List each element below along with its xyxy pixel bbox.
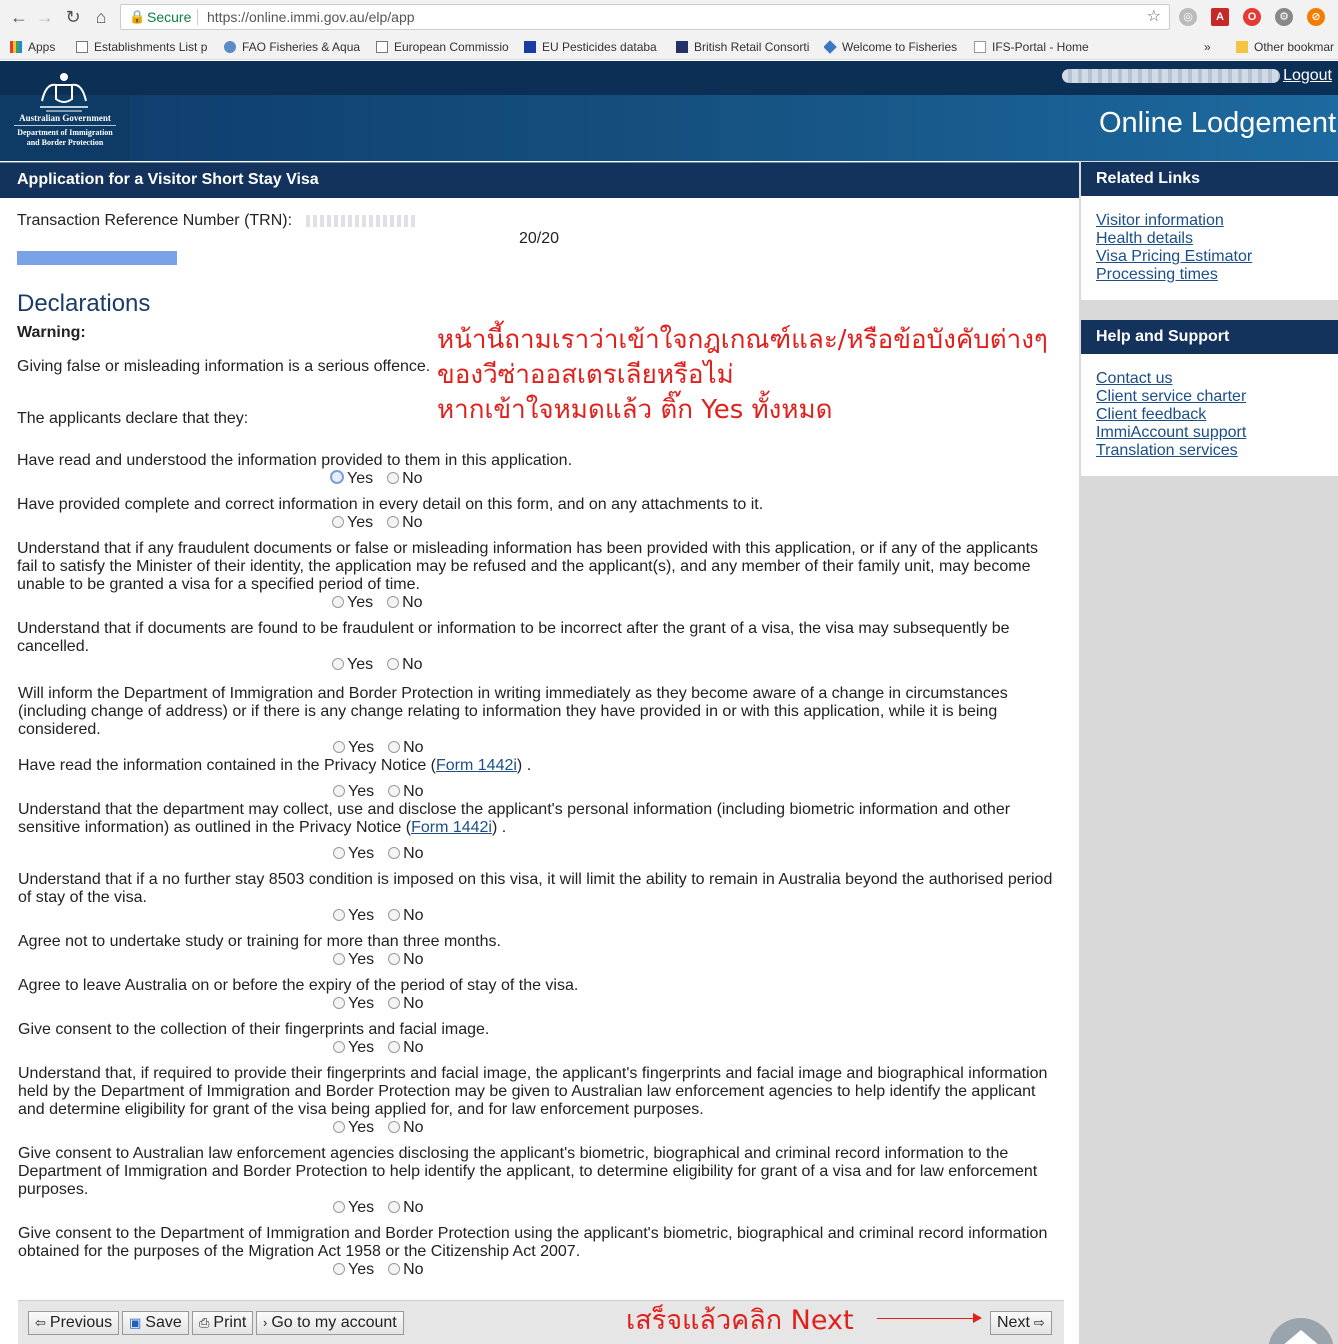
page-title: Application for a Visitor Short Stay Visa [0, 162, 1079, 198]
account-label: Go to my account [271, 1314, 397, 1331]
yes-no-group [333, 995, 424, 1013]
question-text: Have read and understood the information provided to them in this application. [17, 452, 573, 469]
yes-label[interactable]: Yes [347, 470, 374, 487]
no-radio[interactable] [388, 847, 400, 859]
yes-label[interactable]: Yes [348, 845, 375, 862]
yes-label[interactable]: Yes [348, 1199, 375, 1216]
previous-arrow-icon: ⇦ [35, 1315, 46, 1330]
link-visa-pricing-estimator[interactable]: Visa Pricing Estimator [1096, 248, 1253, 265]
username-redacted [1062, 69, 1280, 83]
bookmark-label: Apps [28, 40, 56, 54]
yes-label[interactable]: Yes [347, 594, 374, 611]
no-radio[interactable] [388, 997, 400, 1009]
page-icon [376, 41, 388, 53]
no-label[interactable]: No [402, 656, 423, 673]
yes-label[interactable]: Yes [348, 1261, 375, 1278]
department-line-1: Department of Immigration [17, 128, 113, 137]
url-divider [197, 9, 198, 25]
trn-value-redacted [306, 215, 416, 227]
yes-label[interactable]: Yes [347, 514, 374, 531]
bookmark-other[interactable] [1236, 38, 1338, 56]
settings-extension-icon[interactable]: ⚙ [1275, 8, 1293, 26]
no-radio[interactable] [387, 658, 399, 670]
progress-count: 20/20 [519, 230, 560, 247]
yes-label[interactable]: Yes [348, 739, 375, 756]
yes-label[interactable]: Yes [348, 783, 375, 800]
no-radio[interactable] [388, 1263, 400, 1275]
declaration-question-13 [18, 1145, 1058, 1199]
department-name [10, 128, 120, 148]
no-label[interactable]: No [402, 514, 423, 531]
secure-label: Secure [147, 9, 192, 25]
bottom-toolbar [18, 1300, 1064, 1344]
bookmark-label: Welcome to Fisheries [842, 40, 958, 54]
floppy-disk-icon: ▣ [129, 1315, 142, 1330]
save-button[interactable] [122, 1311, 189, 1335]
printer-icon: ⎙ [199, 1315, 210, 1330]
yes-radio[interactable] [333, 1121, 345, 1133]
no-radio[interactable] [387, 472, 399, 484]
yes-no-group [333, 739, 424, 757]
yes-radio[interactable] [333, 953, 345, 965]
declaration-question-8 [18, 871, 1058, 907]
forward-arrow-icon[interactable]: → [36, 7, 54, 27]
no-label[interactable]: No [403, 1261, 424, 1278]
yes-radio[interactable] [333, 909, 345, 921]
bookmark-label: Establishments List p [94, 40, 208, 54]
declaration-question-5 [18, 685, 1058, 739]
address-bar[interactable] [120, 4, 1170, 30]
eu-flag-icon [524, 41, 536, 53]
no-radio[interactable] [388, 1201, 400, 1213]
question-text: Agree to leave Australia on or before the expiry of the period of stay of the visa. [18, 977, 579, 994]
no-label[interactable]: No [403, 951, 424, 968]
apps-grid-icon [10, 41, 22, 53]
question-text: Agree not to undertake study or training for more than three months. [18, 933, 501, 950]
question-text: Understand that if a no further stay 8503 condition is imposed on this visa, it will limit the ability to remain in Australia beyond the authorised period of stay of the visa. [18, 871, 1053, 906]
yes-no-group [333, 1261, 424, 1279]
bookmark-item[interactable] [224, 38, 362, 56]
yes-label[interactable]: Yes [348, 951, 375, 968]
yes-label[interactable]: Yes [347, 656, 374, 673]
bookmark-label: EU Pesticides databa [542, 40, 657, 54]
orange-extension-icon[interactable]: ⊘ [1307, 8, 1325, 26]
bookmark-item[interactable] [524, 38, 662, 56]
question-text-tail: ) . [491, 819, 507, 836]
yes-label[interactable]: Yes [348, 1119, 375, 1136]
declaration-question-11 [18, 1021, 1058, 1039]
bookmark-label: IFS-Portal - Home [992, 40, 1089, 54]
no-label[interactable]: No [403, 783, 424, 800]
link-visitor-information[interactable]: Visitor information [1096, 212, 1224, 229]
opera-extension-icon[interactable]: O [1243, 8, 1261, 26]
warning-label: Warning: [17, 324, 86, 341]
no-radio[interactable] [388, 953, 400, 965]
applicants-declare-text: The applicants declare that they: [17, 410, 249, 427]
privacy-notice-link[interactable]: Form 1442i [411, 819, 492, 836]
yes-no-group [330, 470, 423, 488]
annotation-line-1: หน้านี้ถามเราว่าเข้าใจกฎเกณฑ์และ/หรือข้อบังคับต่างๆ [437, 325, 1048, 355]
bookmark-label: British Retail Consorti [694, 40, 810, 54]
declaration-question-9 [18, 933, 1058, 951]
bookmark-label: Other bookmar [1254, 40, 1335, 54]
pdf-extension-icon[interactable]: A [1211, 8, 1229, 26]
privacy-notice-link[interactable]: Form 1442i [436, 757, 517, 774]
yes-radio[interactable] [332, 658, 344, 670]
declaration-question-10 [18, 977, 1058, 995]
page-icon [76, 41, 88, 53]
fisheries-icon [824, 40, 837, 54]
no-radio[interactable] [388, 909, 400, 921]
link-client-feedback[interactable]: Client feedback [1096, 406, 1207, 423]
no-label[interactable]: No [402, 470, 423, 487]
department-line-2: and Border Protection [26, 138, 104, 147]
logout-link[interactable]: Logout [1283, 67, 1332, 84]
bookmark-label: FAO Fisheries & Aqua [242, 40, 361, 54]
question-text: Give consent to the Department of Immigration and Border Protection using the applicant's biometric, biographical and criminal record information obtained for the purposes of the Migration Act 1958 or the Citizenship Act 2007. [18, 1225, 1048, 1260]
no-label[interactable]: No [402, 594, 423, 611]
no-label[interactable]: No [403, 1039, 424, 1056]
question-text: Understand that, if required to provide their fingerprints and facial image, the applicant's fingerprints and facial image and biographical information held by the Department of Immigration and Border Protection may be given to Australian law enforcement agencies to help identify the applicant and determine eligibility for grant of the visa being applied for, and for law enforcement purposes. [18, 1065, 1048, 1118]
no-label[interactable]: No [403, 739, 424, 756]
bookmark-item[interactable] [676, 38, 812, 56]
no-radio[interactable] [388, 1121, 400, 1133]
no-radio[interactable] [387, 596, 399, 608]
yes-radio[interactable] [333, 1201, 345, 1213]
no-label[interactable]: No [403, 845, 424, 862]
link-client-service-charter[interactable]: Client service charter [1096, 388, 1247, 405]
bookmark-apps[interactable] [10, 38, 70, 56]
chevron-up-icon [1282, 1330, 1320, 1344]
yes-no-group [333, 845, 424, 863]
previous-button[interactable] [28, 1311, 119, 1335]
annotation-arrow-line [877, 1318, 977, 1319]
yes-no-group [333, 783, 424, 801]
help-links-list [1081, 354, 1338, 460]
no-radio[interactable] [388, 741, 400, 753]
next-arrow-icon: ⇨ [1033, 1315, 1045, 1330]
annotation-arrow-head-icon [973, 1313, 982, 1323]
print-button[interactable] [192, 1311, 253, 1335]
yes-radio[interactable] [332, 596, 344, 608]
question-text: Give consent to the collection of their fingerprints and facial image. [18, 1021, 490, 1038]
bookmarks-bar [0, 34, 1338, 60]
next-button[interactable] [990, 1311, 1052, 1335]
yes-radio[interactable] [333, 741, 345, 753]
lock-icon: 🔒 [129, 9, 146, 24]
link-translation-services[interactable]: Translation services [1096, 442, 1238, 459]
yes-radio[interactable] [333, 997, 345, 1009]
question-text: Have read the information contained in the Privacy Notice ( [18, 757, 436, 774]
browser-toolbar [0, 0, 1338, 34]
no-label[interactable]: No [403, 995, 424, 1012]
reload-icon[interactable]: ↻ [65, 7, 81, 27]
back-arrow-icon[interactable]: ← [10, 7, 28, 27]
declaration-question-7 [18, 801, 1058, 837]
question-text: Have provided complete and correct information in every detail on this form, and on any attachments to it. [17, 496, 764, 513]
bookmark-item[interactable] [376, 38, 510, 56]
yes-radio[interactable] [333, 785, 345, 797]
link-contact-us[interactable]: Contact us [1096, 370, 1173, 387]
yes-no-group [332, 514, 423, 532]
bookmark-label: European Commissio [394, 40, 509, 54]
site-header [0, 61, 1338, 161]
yes-radio[interactable] [333, 1041, 345, 1053]
next-label: Next [997, 1314, 1030, 1331]
yes-no-group [333, 907, 424, 925]
bookmark-star-icon[interactable]: ☆ [1146, 8, 1161, 25]
warning-text: Giving false or misleading information is a serious offence. [17, 358, 431, 375]
no-label[interactable]: No [403, 1199, 424, 1216]
no-label[interactable]: No [403, 907, 424, 924]
yes-no-group [333, 951, 424, 969]
save-label: Save [145, 1314, 182, 1331]
bookmarks-overflow[interactable]: » [1204, 40, 1211, 54]
link-health-details[interactable]: Health details [1096, 230, 1193, 247]
question-text: Will inform the Department of Immigration and Border Protection in writing immediately as they become aware of a change in circumstances (including change of address) or if there is any change relating to information they have provided in or with this application, while it is being considered. [18, 685, 1008, 738]
chevron-right-icon: › [263, 1315, 268, 1330]
related-links-box [1081, 162, 1338, 300]
declarations-heading: Declarations [17, 290, 151, 317]
ifs-icon [974, 41, 986, 53]
yes-radio[interactable] [330, 470, 344, 484]
no-radio[interactable] [388, 1041, 400, 1053]
globe-extension-icon[interactable]: ◎ [1179, 8, 1197, 26]
question-text: Understand that if documents are found to be fraudulent or information to be incorrect after the grant of a visa, the visa may subsequently be cancelled. [17, 620, 1010, 655]
logo-divider [14, 125, 116, 126]
site-title: Online Lodgement [1099, 107, 1336, 139]
yes-label[interactable]: Yes [348, 995, 375, 1012]
government-name: Australian Government [19, 113, 111, 123]
yes-no-group [332, 656, 423, 674]
trn-label: Transaction Reference Number (TRN): [17, 212, 293, 229]
related-links-title: Related Links [1081, 162, 1338, 196]
question-text: Understand that the department may collect, use and disclose the applicant's personal information (including biometric information and other sensitive information) as outlined in the Privacy Notice ( [18, 801, 1011, 836]
print-label: Print [213, 1314, 247, 1331]
no-radio[interactable] [388, 785, 400, 797]
go-to-account-button[interactable] [256, 1311, 404, 1335]
declaration-question-6 [18, 757, 1058, 775]
yes-radio[interactable] [332, 516, 344, 528]
no-radio[interactable] [387, 516, 399, 528]
link-processing-times[interactable]: Processing times [1096, 266, 1218, 283]
yes-no-group [333, 1199, 424, 1217]
bookmark-item[interactable] [824, 38, 962, 56]
declaration-question-1 [17, 452, 1057, 470]
annotation-line-2: ของวีซ่าออสเตรเลียหรือไม่ [437, 360, 734, 390]
declaration-question-2 [17, 496, 1057, 514]
home-icon[interactable]: ⌂ [95, 7, 107, 27]
yes-radio[interactable] [333, 1263, 345, 1275]
yes-no-group [333, 1119, 424, 1137]
declaration-question-4 [17, 620, 1057, 656]
link-immiaccount-support[interactable]: ImmiAccount support [1096, 424, 1247, 441]
related-links-list [1081, 196, 1338, 284]
bookmark-item[interactable] [974, 38, 1100, 56]
help-support-title: Help and Support [1081, 320, 1338, 354]
no-label[interactable]: No [403, 1119, 424, 1136]
question-text-tail: ) . [516, 757, 532, 774]
declaration-question-3 [17, 540, 1057, 594]
previous-label: Previous [49, 1314, 113, 1331]
declaration-question-12 [18, 1065, 1058, 1119]
question-text: Understand that if any fraudulent documents or false or misleading information has been provided with this application, or if any of the applicants fail to satisfy the Minister of their identity, the application may be refused and the applicant(s), and any member of their family unit, may become unable to be granted a visa for a specified period of time. [17, 540, 1039, 593]
yes-no-group [333, 1039, 424, 1057]
coat-of-arms-icon [36, 71, 92, 113]
next-hint-annotation: เสร็จแล้วคลิก Next [626, 1305, 854, 1336]
yes-label[interactable]: Yes [348, 1039, 375, 1056]
fao-globe-icon [224, 41, 236, 53]
progress-bar [17, 251, 177, 265]
declaration-question-14 [18, 1225, 1058, 1261]
yes-radio[interactable] [333, 847, 345, 859]
url-text[interactable]: https://online.immi.gov.au/elp/app [207, 9, 415, 25]
brc-icon [676, 41, 688, 53]
help-support-box [1081, 320, 1338, 476]
yes-no-group [332, 594, 423, 612]
bookmark-item[interactable] [76, 38, 210, 56]
yes-label[interactable]: Yes [348, 907, 375, 924]
annotation-line-3: หากเข้าใจหมดแล้ว ติ๊ก Yes ทั้งหมด [437, 395, 833, 425]
question-text: Give consent to Australian law enforcement agencies disclosing the applicant's biometric, biographical and criminal record information to the Department of Immigration and Border Protection to help identify the applicant, to determine eligibility for grant of a visa and for law enforcement purposes. [18, 1145, 1038, 1198]
folder-icon [1236, 41, 1248, 53]
